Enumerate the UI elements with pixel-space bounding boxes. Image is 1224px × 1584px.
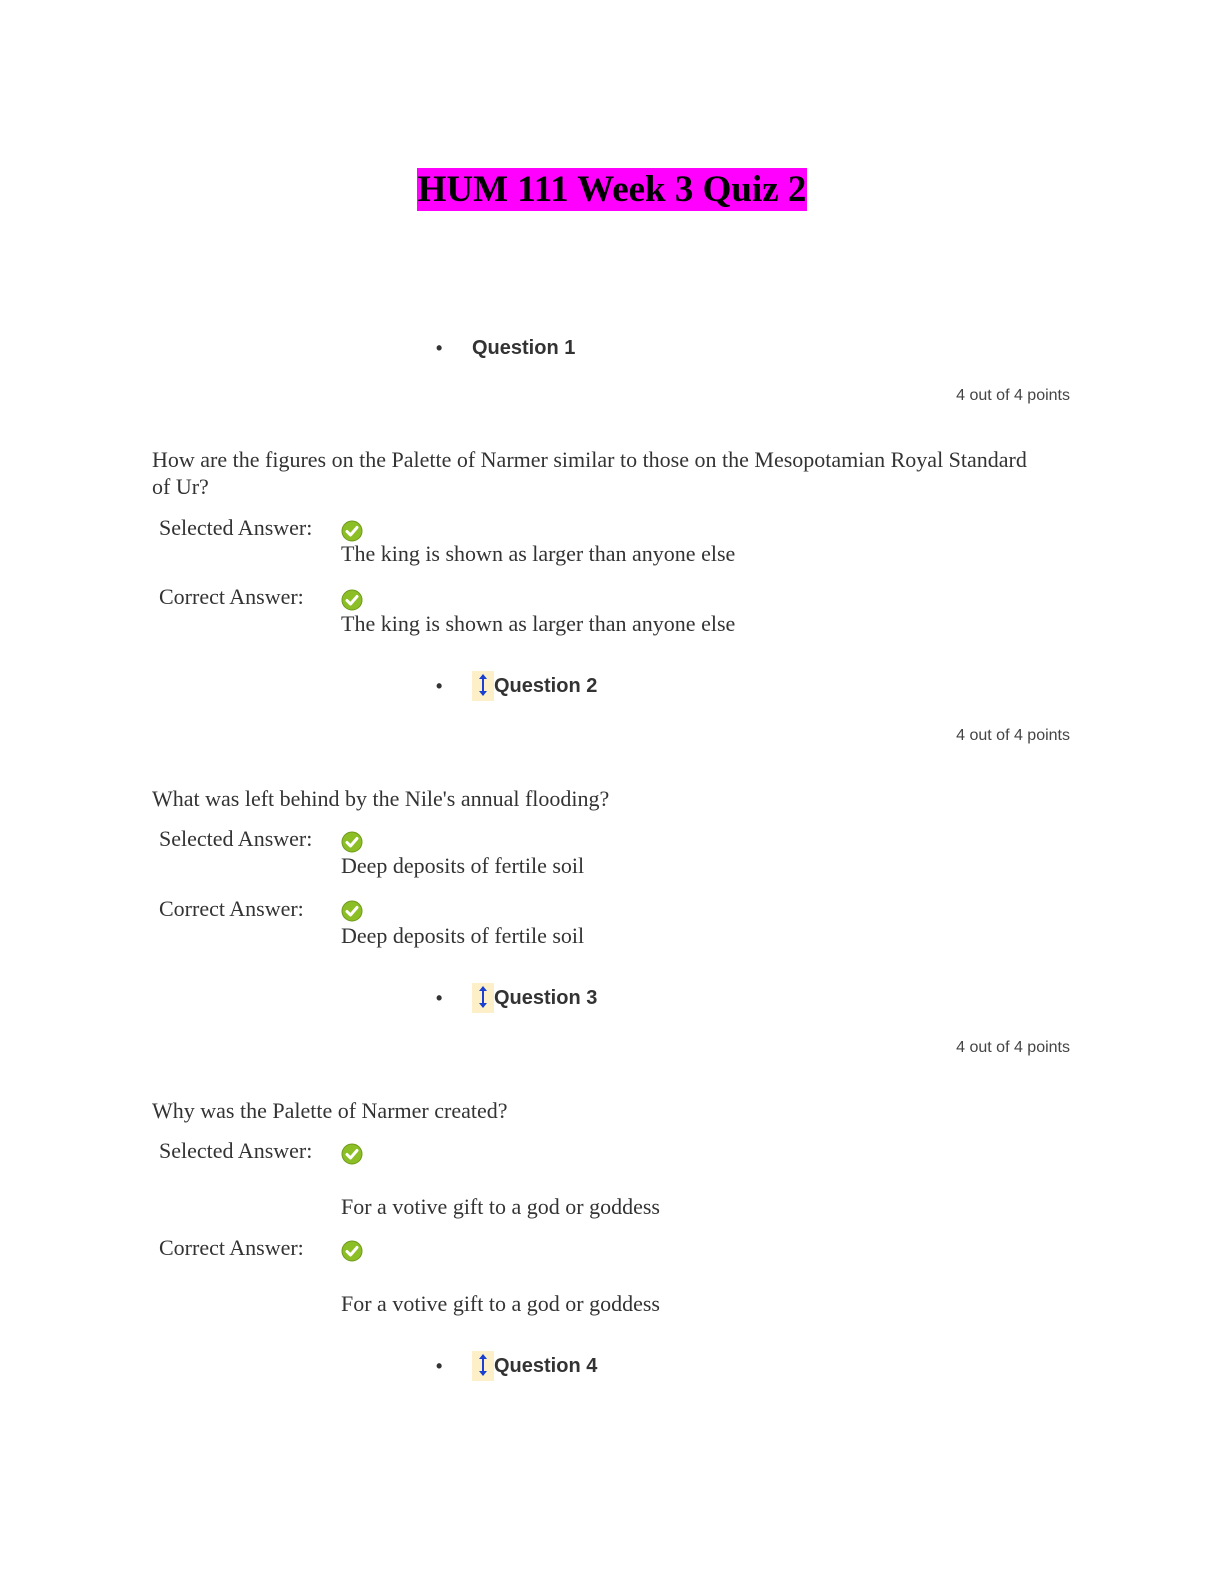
- question-1-correct-label: Correct Answer:: [159, 584, 304, 609]
- question-1-points: 4 out of 4 points: [956, 387, 1070, 404]
- bullet-icon: •: [436, 675, 443, 696]
- question-1-correct-answer: The king is shown as larger than anyone else: [341, 611, 736, 636]
- question-3-correct-label: Correct Answer:: [159, 1235, 304, 1260]
- check-circle-icon: [341, 900, 363, 922]
- bullet-icon: •: [436, 337, 443, 358]
- check-circle-icon: [341, 1143, 363, 1165]
- question-4-heading[interactable]: [436, 1351, 597, 1381]
- question-3-heading[interactable]: [436, 983, 597, 1013]
- bullet-icon: •: [436, 987, 443, 1008]
- question-2-heading[interactable]: [436, 671, 597, 701]
- check-circle-icon: [341, 1240, 363, 1262]
- question-2-text: What was left behind by the Nile's annual flooding?: [152, 786, 610, 811]
- question-3-correct-answer: For a votive gift to a god or goddess: [341, 1291, 660, 1316]
- question-4-title: Question 4: [494, 1354, 598, 1377]
- question-2-correct-label: Correct Answer:: [159, 896, 304, 921]
- page-title-text: HUM 111 Week 3 Quiz 2: [417, 169, 807, 210]
- check-circle-icon: [341, 589, 363, 611]
- move-handle-icon[interactable]: [472, 1351, 494, 1381]
- move-handle-icon[interactable]: [472, 671, 494, 701]
- question-1-selected-label: Selected Answer:: [159, 515, 313, 540]
- question-2-selected-label: Selected Answer:: [159, 826, 313, 851]
- question-1-heading[interactable]: [436, 333, 575, 363]
- move-handle-icon[interactable]: [472, 983, 494, 1013]
- check-circle-icon: [341, 520, 363, 542]
- question-3-selected-answer: For a votive gift to a god or goddess: [341, 1194, 660, 1219]
- question-2-selected-answer: Deep deposits of fertile soil: [341, 853, 585, 878]
- question-1-text: How are the figures on the Palette of Narmer similar to those on the Mesopotamian Royal Standard of Ur?: [152, 447, 1027, 499]
- question-2-title: Question 2: [494, 674, 598, 697]
- question-3-text: Why was the Palette of Narmer created?: [152, 1098, 508, 1123]
- question-3-points: 4 out of 4 points: [956, 1039, 1070, 1056]
- question-1-title: Question 1: [472, 336, 576, 359]
- question-3-title: Question 3: [494, 986, 598, 1009]
- check-circle-icon: [341, 831, 363, 853]
- question-2-correct-answer: Deep deposits of fertile soil: [341, 923, 585, 948]
- bullet-icon: •: [436, 1355, 443, 1376]
- question-1-selected-answer: The king is shown as larger than anyone else: [341, 541, 736, 566]
- page-title: [0, 168, 1224, 211]
- question-3-selected-label: Selected Answer:: [159, 1138, 313, 1163]
- question-2-points: 4 out of 4 points: [956, 727, 1070, 744]
